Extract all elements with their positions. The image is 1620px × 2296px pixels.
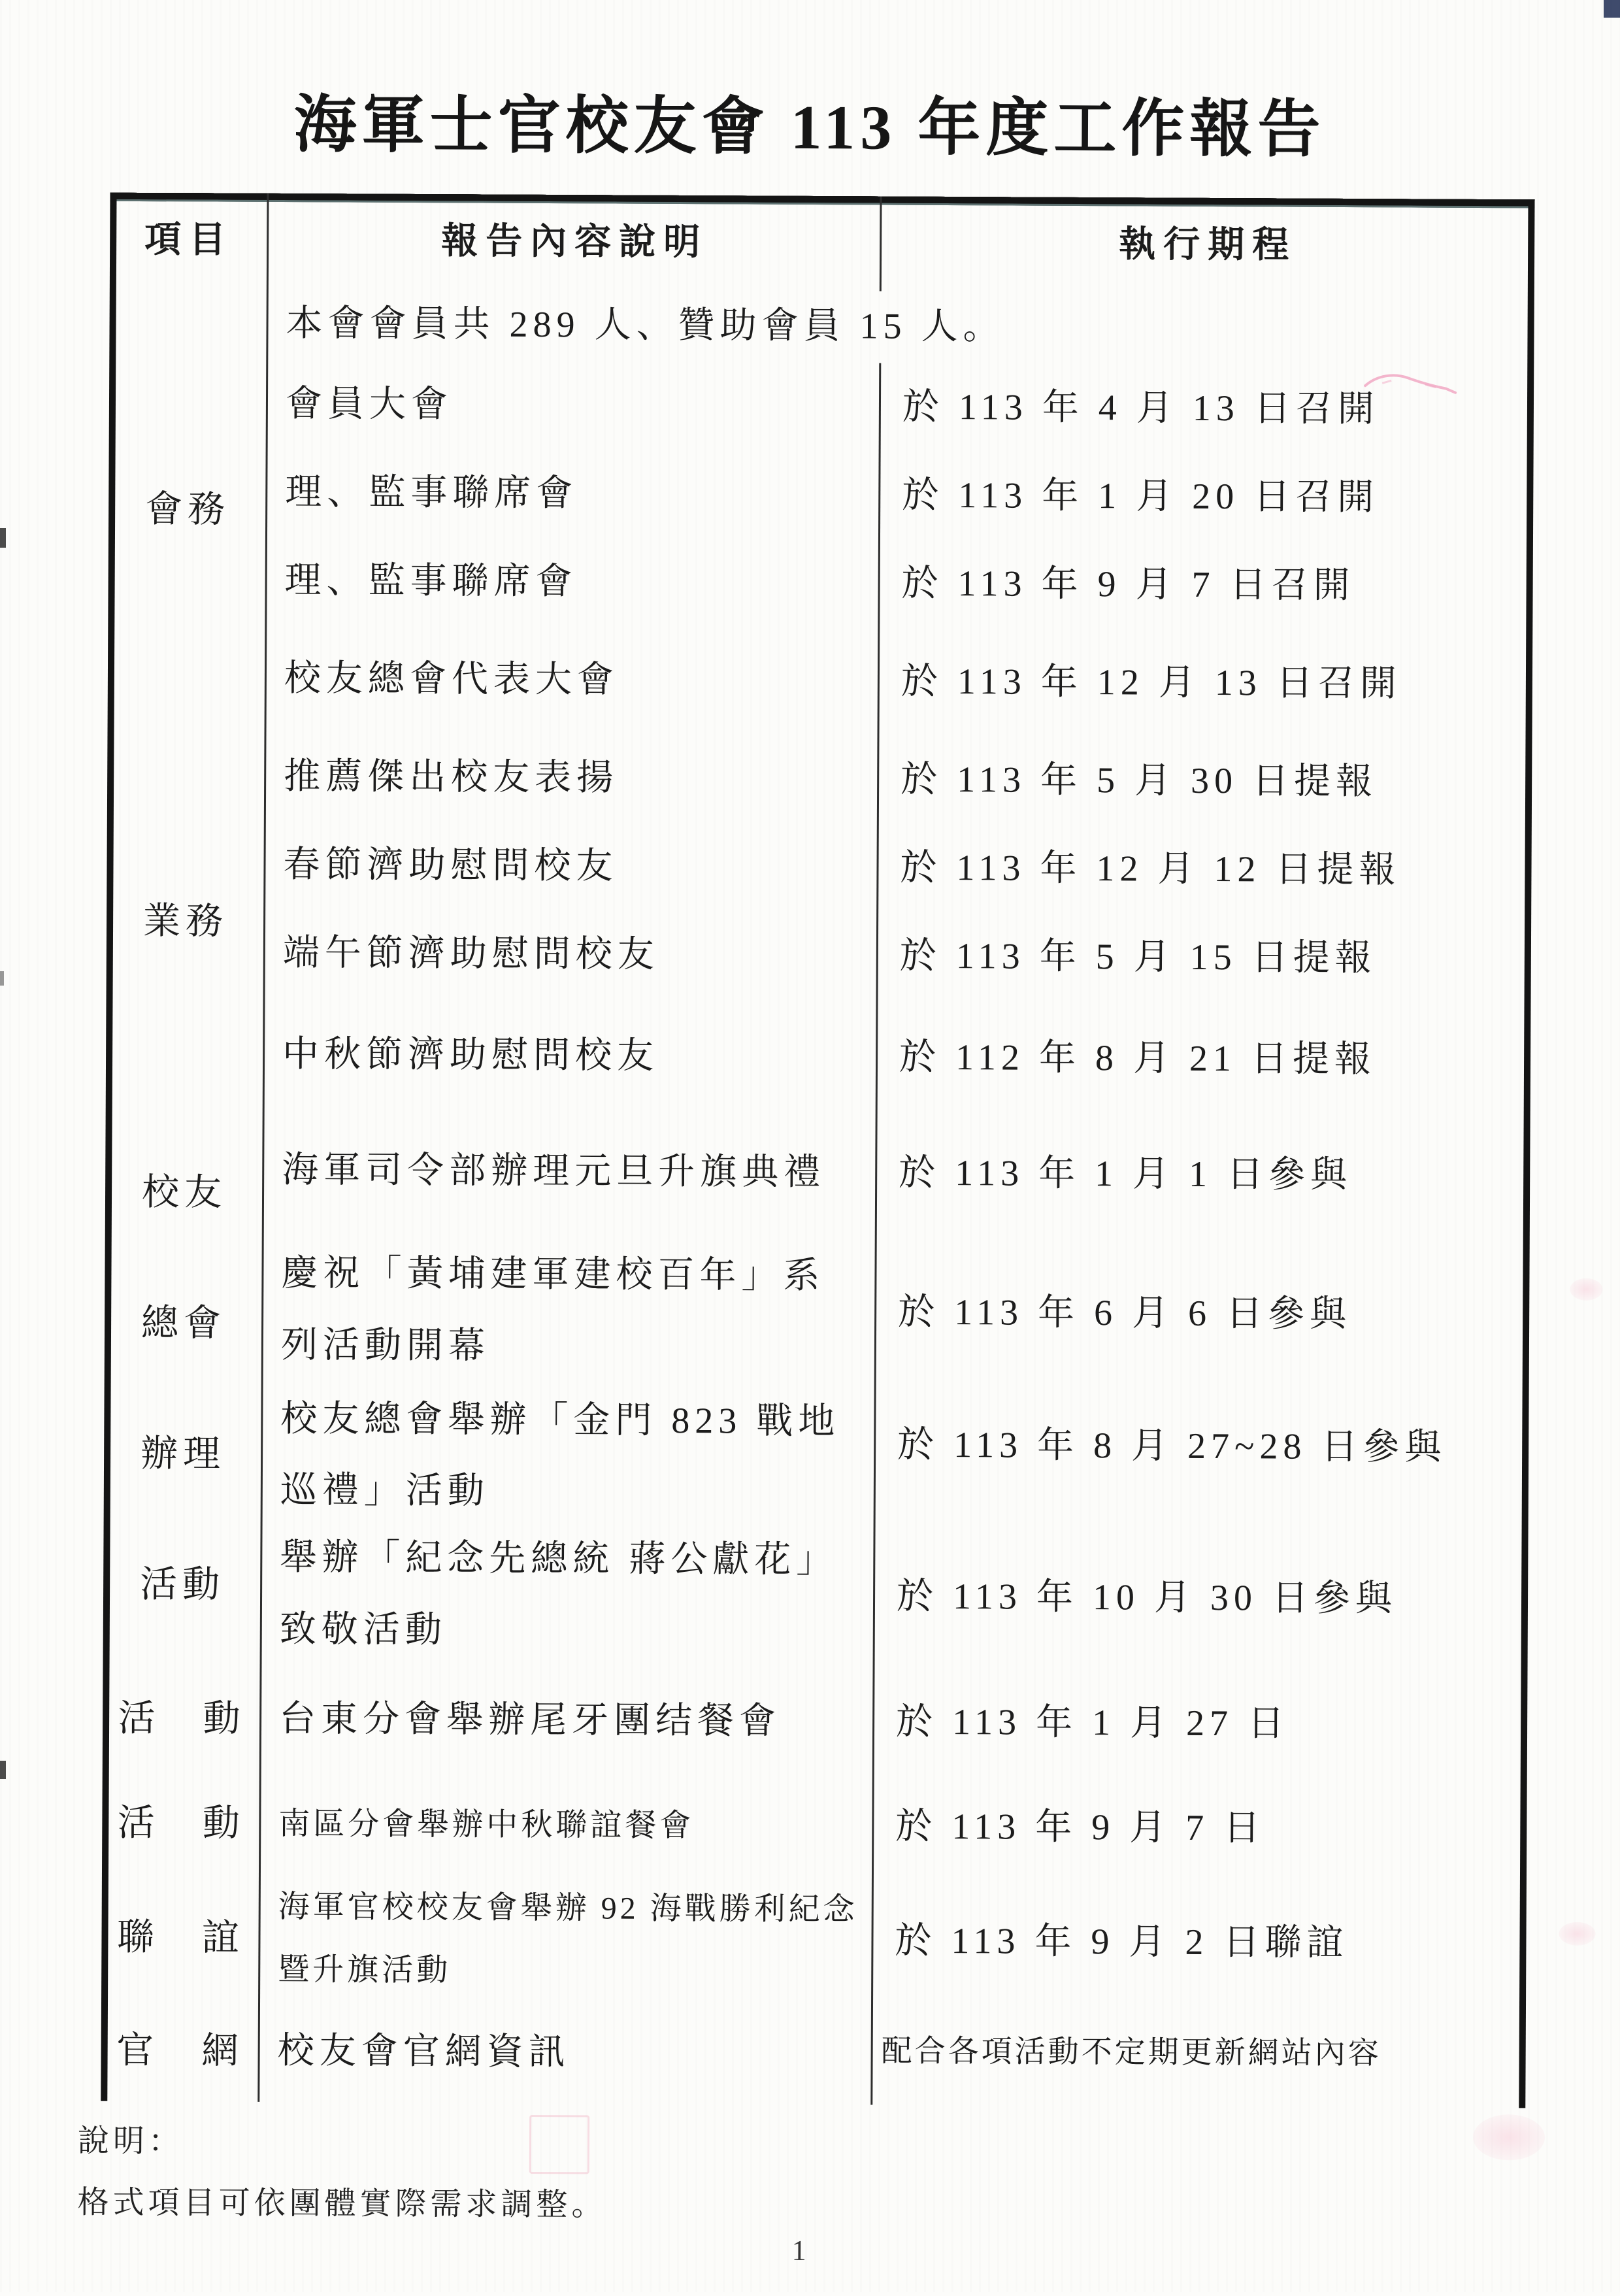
table-cell-description: 會員大會 bbox=[285, 383, 454, 425]
table-cell-schedule: 於 112 年 8 月 21 日提報 bbox=[899, 1037, 1377, 1080]
scanner-corner-mark bbox=[1604, 0, 1620, 18]
table-cell-schedule: 於 113 年 5 月 15 日提報 bbox=[899, 935, 1377, 979]
table-cell-schedule: 於 113 年 12 月 13 日召開 bbox=[901, 661, 1402, 705]
table-cell-description: 春節濟助慰問校友 bbox=[283, 844, 618, 887]
table-cell-schedule: 於 113 年 12 月 12 日提報 bbox=[900, 847, 1401, 891]
notes-text: 格式項目可依團體實際需求調整。 bbox=[77, 2185, 607, 2223]
work-report-table bbox=[101, 193, 1534, 2108]
section-label-activity-south: 活 動 bbox=[117, 1803, 246, 1845]
table-cell-schedule: 於 113 年 5 月 30 日提報 bbox=[901, 759, 1378, 803]
table-cell-schedule: 於 113 年 1 月 27 日 bbox=[895, 1702, 1290, 1745]
table-cell-schedule: 配合各項活動不定期更新網站內容 bbox=[881, 2034, 1381, 2071]
pink-smudge bbox=[1473, 2114, 1545, 2161]
pink-smudge bbox=[1570, 1278, 1602, 1301]
table-cell-membership-summary: 本會會員共 289 人、贊助會員 15 人。 bbox=[286, 303, 1005, 348]
pink-smudge bbox=[1559, 1922, 1595, 1946]
table-cell-description: 校友總會代表大會 bbox=[284, 657, 620, 701]
table-cell-schedule: 於 113 年 4 月 13 日召開 bbox=[902, 386, 1380, 430]
section-label-fellowship: 聯 誼 bbox=[116, 1917, 245, 1959]
section-label-business: 業務 bbox=[142, 901, 229, 943]
col-header-description: 報告內容說明 bbox=[441, 221, 708, 263]
table-cell-description: 海軍官校校友會舉辦 92 海戰勝利紀念暨升旗活動 bbox=[278, 1889, 858, 1988]
table-cell-description: 南區分會舉辦中秋聯誼餐會 bbox=[278, 1806, 695, 1844]
table-cell-description: 理、監事聯席會 bbox=[285, 471, 578, 514]
table-cell-schedule: 於 113 年 9 月 7 日 bbox=[895, 1806, 1266, 1849]
pink-stamp-remnant bbox=[529, 2115, 589, 2174]
page-number: 1 bbox=[791, 2234, 806, 2267]
table-cell-schedule: 於 113 年 1 月 1 日參與 bbox=[899, 1153, 1353, 1196]
table-cell-schedule: 於 113 年 6 月 6 日參與 bbox=[898, 1291, 1352, 1335]
table-cell-description: 中秋節濟助慰問校友 bbox=[282, 1033, 659, 1076]
table-cell-description: 端午節濟助慰問校友 bbox=[282, 932, 660, 975]
notes-label: 說明： bbox=[77, 2123, 184, 2159]
scanner-edge-mark bbox=[0, 528, 6, 548]
col-header-schedule: 執行期程 bbox=[1119, 224, 1297, 266]
table-cell-description: 台東分會舉辦尾牙團结餐會 bbox=[278, 1699, 782, 1742]
page-title: 海軍士官校友會 113 年度工作報告 bbox=[293, 90, 1326, 165]
col-header-item: 項目 bbox=[144, 219, 234, 261]
table-cell-schedule: 於 113 年 9 月 2 日聯誼 bbox=[895, 1921, 1349, 1964]
scanner-edge-mark bbox=[0, 1761, 6, 1779]
table-cell-description: 校友會官網資訊 bbox=[277, 2030, 570, 2073]
table-cell-description: 校友總會舉辦「金門 823 戰地巡禮」活動 bbox=[280, 1398, 840, 1512]
table-cell-schedule: 於 113 年 9 月 7 日召開 bbox=[901, 563, 1355, 606]
section-label-official-website: 官 網 bbox=[116, 2029, 244, 2072]
section-label-association-affairs: 會務 bbox=[145, 489, 231, 531]
table-cell-description: 推薦傑出校友表揚 bbox=[284, 756, 619, 799]
table-cell-schedule: 於 113 年 10 月 30 日參與 bbox=[896, 1576, 1398, 1620]
scanner-edge-mark bbox=[0, 971, 4, 986]
pink-pen-squiggle bbox=[1363, 369, 1461, 398]
table-cell-description: 舉辦「紀念先總統 蔣公獻花」致敬活動 bbox=[279, 1537, 838, 1650]
table-cell-description: 海軍司令部辦理元旦升旗典禮 bbox=[282, 1150, 826, 1193]
table-cell-description: 理、監事聯席會 bbox=[284, 559, 578, 603]
table-cell-schedule: 於 113 年 1 月 20 日召開 bbox=[902, 474, 1380, 518]
section-label-activity-taitung: 活 動 bbox=[118, 1698, 246, 1740]
table-cell-description: 慶祝「黃埔建軍建校百年」系列活動開幕 bbox=[280, 1253, 825, 1367]
section-label-general-association-activities: 校友 總會 辦理 活動 bbox=[139, 1172, 227, 1606]
table-cell-schedule: 於 113 年 8 月 27~28 日參與 bbox=[897, 1424, 1447, 1468]
